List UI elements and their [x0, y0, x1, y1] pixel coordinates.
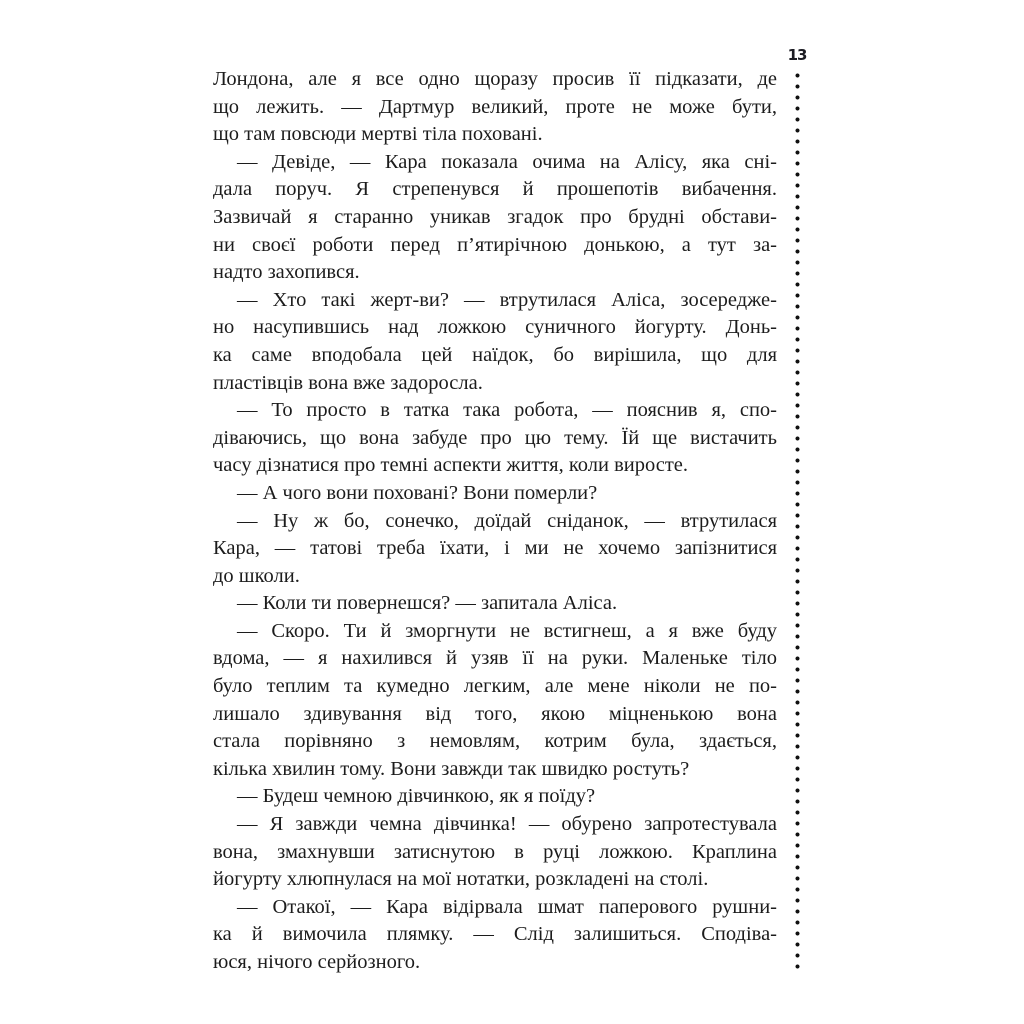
- text-line: діваючись, що вона забуде про цю тему. Їй ще вистачить: [213, 426, 777, 449]
- text-line: кілька хвилин тому. Вони завжди так швидко ростуть?: [213, 757, 690, 780]
- text-line: — Ну ж бо, сонечко, доїдай сніданок, — втрутилася: [237, 509, 777, 532]
- text-line: дала поруч. Я стрепенувся й прошепотів вибачення.: [213, 178, 777, 201]
- text-line: було теплим та кумедно легким, але мене ніколи не по-: [213, 675, 777, 698]
- text-line: Лондона, але я все одно щоразу просив її підказати, де: [213, 68, 777, 90]
- text-line: — А чого вони поховані? Вони померли?: [237, 481, 598, 504]
- text-line: ка й вимочила плямку. — Слід залишиться. Сподіва-: [213, 923, 777, 946]
- text-line: йогурту хлюпнулася на мої нотатки, розкладені на столі.: [213, 868, 709, 891]
- text-line: надто захопився.: [213, 261, 360, 284]
- text-line: — Будеш чемною дівчинкою, як я поїду?: [237, 785, 596, 808]
- text-line: вдома, — я нахилився й узяв її на руки. Маленьке тіло: [213, 647, 777, 670]
- text-line: — Скоро. Ти й зморгнути не встигнеш, а я вже буду: [237, 619, 777, 642]
- dotted-margin-rule: [795, 70, 800, 970]
- text-line: — Я завжди чемна дівчинка! — обурено запротестувала: [237, 813, 777, 836]
- text-line: Кара, — татові треба їхати, і ми не хочемо запізнитися: [213, 537, 777, 560]
- text-line: часу дізнатися про темні аспекти життя, коли виросте.: [213, 454, 689, 477]
- text-line: — Девіде, — Кара показала очима на Алісу, яка сні-: [237, 150, 777, 173]
- text-line: до школи.: [213, 564, 300, 587]
- page-number: 13: [787, 46, 807, 64]
- text-line: Зазвичай я старанно уникав згадок про брудні обстави-: [213, 205, 777, 228]
- text-line: пластівців вона вже задоросла.: [213, 371, 483, 394]
- text-line: стала порівняно з немовлям, котрим була, здається,: [213, 730, 777, 753]
- text-line: — То просто в татка така робота, — пояснив я, спо-: [237, 399, 777, 422]
- text-line: що лежить. — Дартмур великий, проте не може бути,: [213, 95, 777, 118]
- text-line: лишало здивування від того, якою міцненькою вона: [213, 702, 777, 725]
- text-line: ни своєї роботи перед п’ятирічною донькою, а тут за-: [213, 233, 777, 256]
- text-line: — Коли ти повернешся? — запитала Аліса.: [237, 592, 618, 615]
- text-line: юся, нічого серйозного.: [213, 951, 421, 973]
- text-line: вона, змахнувши затиснутою в руці ложкою. Краплина: [213, 840, 777, 863]
- text-line: но насупившись над ложкою суничного йогурту. Донь-: [213, 316, 777, 339]
- text-line: — Хто такі жерт-ви? — втрутилася Аліса, зосередже-: [237, 288, 777, 311]
- body-text: [213, 66, 777, 977]
- text-line: — Отакої, — Кара відірвала шмат паперового рушни-: [237, 895, 777, 918]
- text-line: ка саме вподобала цей наїдок, бо вирішила, що для: [213, 343, 777, 366]
- text-line: що там повсюди мертві тіла поховані.: [213, 123, 543, 146]
